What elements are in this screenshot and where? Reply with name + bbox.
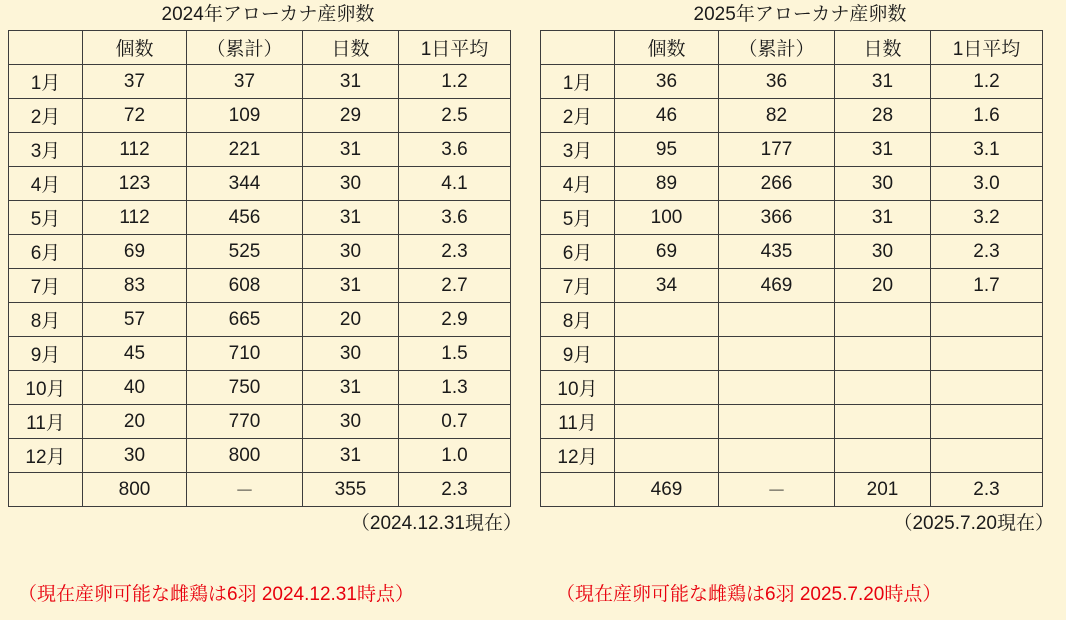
cell-days: 31	[303, 201, 399, 235]
cell-count: 57	[83, 303, 187, 337]
cell-month: 3月	[9, 133, 83, 167]
cell-daily-average: 3.1	[931, 133, 1043, 167]
cell-daily-average: 1.0	[399, 439, 511, 473]
cell-month: 5月	[9, 201, 83, 235]
cell-month: 6月	[9, 235, 83, 269]
cell-daily-average: 1.7	[931, 269, 1043, 303]
cell-days	[835, 371, 931, 405]
cell-count	[615, 405, 719, 439]
cell-count	[615, 303, 719, 337]
total-cell-days: 355	[303, 473, 399, 507]
cell-days: 31	[303, 371, 399, 405]
cell-cumulative: 36	[719, 65, 835, 99]
cell-cumulative: 366	[719, 201, 835, 235]
table-panel-2024	[8, 0, 528, 541]
cell-count	[615, 439, 719, 473]
header-cell-daily-average: 1日平均	[931, 31, 1043, 65]
cell-month: 11月	[541, 405, 615, 439]
cell-count: 34	[615, 269, 719, 303]
table-total-row	[9, 473, 511, 507]
cell-daily-average	[931, 439, 1043, 473]
cell-month: 9月	[9, 337, 83, 371]
total-cell-days: 201	[835, 473, 931, 507]
cell-count: 36	[615, 65, 719, 99]
total-cell-daily-average: 2.3	[931, 473, 1043, 507]
table-row	[9, 405, 511, 439]
cell-month: 7月	[9, 269, 83, 303]
cell-daily-average: 2.3	[931, 235, 1043, 269]
table-row	[541, 167, 1043, 201]
table-row	[541, 371, 1043, 405]
cell-daily-average: 3.0	[931, 167, 1043, 201]
cell-days: 30	[303, 337, 399, 371]
cell-cumulative: 344	[187, 167, 303, 201]
table-row	[541, 65, 1043, 99]
cell-month: 4月	[9, 167, 83, 201]
cell-count: 69	[83, 235, 187, 269]
cell-count: 100	[615, 201, 719, 235]
table-header-row	[9, 31, 511, 65]
hen-count-note-2025: （現在産卵可能な雌鶏は6羽 2025.7.20時点）	[556, 584, 942, 605]
cell-cumulative: 608	[187, 269, 303, 303]
total-cell-label	[9, 473, 83, 507]
cell-days: 20	[835, 269, 931, 303]
table-row	[9, 269, 511, 303]
cell-month: 8月	[9, 303, 83, 337]
cell-month: 2月	[9, 99, 83, 133]
cell-count: 83	[83, 269, 187, 303]
cell-cumulative: 770	[187, 405, 303, 439]
total-cell-count: 469	[615, 473, 719, 507]
cell-cumulative: 109	[187, 99, 303, 133]
total-cell-cumulative: －	[719, 473, 835, 507]
cell-count: 112	[83, 133, 187, 167]
cell-count: 46	[615, 99, 719, 133]
cell-daily-average	[931, 303, 1043, 337]
table-row	[9, 235, 511, 269]
header-cell-month	[541, 31, 615, 65]
table-row	[541, 269, 1043, 303]
cell-month: 10月	[9, 371, 83, 405]
as-of-note-2024: （2024.12.31現在）	[350, 513, 522, 534]
cell-days: 31	[303, 65, 399, 99]
cell-daily-average: 0.7	[399, 405, 511, 439]
cell-count: 123	[83, 167, 187, 201]
total-cell-cumulative: －	[187, 473, 303, 507]
table-row	[9, 439, 511, 473]
cell-month: 8月	[541, 303, 615, 337]
cell-daily-average	[931, 337, 1043, 371]
cell-days: 30	[303, 167, 399, 201]
header-cell-count: 個数	[83, 31, 187, 65]
cell-count: 37	[83, 65, 187, 99]
header-cell-cumulative: （累計）	[187, 31, 303, 65]
header-cell-cumulative: （累計）	[719, 31, 835, 65]
cell-cumulative: 665	[187, 303, 303, 337]
cell-count: 72	[83, 99, 187, 133]
cell-month: 1月	[9, 65, 83, 99]
hen-count-note-2024: （現在産卵可能な雌鶏は6羽 2024.12.31時点）	[18, 584, 414, 605]
egg-table-2025	[540, 30, 1043, 507]
cell-count	[615, 371, 719, 405]
table-row	[541, 235, 1043, 269]
cell-cumulative: 435	[719, 235, 835, 269]
table-row	[541, 99, 1043, 133]
cell-daily-average: 1.3	[399, 371, 511, 405]
cell-cumulative	[719, 371, 835, 405]
cell-month: 4月	[541, 167, 615, 201]
table-row	[541, 303, 1043, 337]
cell-daily-average: 1.5	[399, 337, 511, 371]
cell-cumulative: 266	[719, 167, 835, 201]
table-row	[9, 65, 511, 99]
cell-daily-average: 3.6	[399, 133, 511, 167]
cell-days: 30	[303, 235, 399, 269]
cell-daily-average: 3.6	[399, 201, 511, 235]
cell-month: 5月	[541, 201, 615, 235]
header-cell-daily-average: 1日平均	[399, 31, 511, 65]
cell-cumulative	[719, 405, 835, 439]
cell-count: 30	[83, 439, 187, 473]
cell-days: 31	[303, 439, 399, 473]
cell-days: 30	[303, 405, 399, 439]
total-cell-count: 800	[83, 473, 187, 507]
total-cell-label	[541, 473, 615, 507]
cell-count	[615, 337, 719, 371]
table-row	[9, 167, 511, 201]
cell-daily-average: 1.6	[931, 99, 1043, 133]
cell-month: 3月	[541, 133, 615, 167]
cell-count: 40	[83, 371, 187, 405]
cell-days: 30	[835, 167, 931, 201]
cell-daily-average: 2.7	[399, 269, 511, 303]
cell-days	[835, 303, 931, 337]
cell-cumulative	[719, 303, 835, 337]
cell-count: 95	[615, 133, 719, 167]
cell-cumulative: 177	[719, 133, 835, 167]
cell-month: 9月	[541, 337, 615, 371]
cell-days	[835, 439, 931, 473]
cell-cumulative: 800	[187, 439, 303, 473]
egg-table-2024	[8, 30, 511, 507]
cell-daily-average: 1.2	[931, 65, 1043, 99]
cell-daily-average: 1.2	[399, 65, 511, 99]
cell-cumulative: 525	[187, 235, 303, 269]
cell-days: 31	[835, 65, 931, 99]
cell-month: 1月	[541, 65, 615, 99]
table-row	[541, 405, 1043, 439]
cell-month: 11月	[9, 405, 83, 439]
table-row	[541, 201, 1043, 235]
cell-daily-average: 3.2	[931, 201, 1043, 235]
header-cell-days: 日数	[835, 31, 931, 65]
cell-cumulative: 82	[719, 99, 835, 133]
header-cell-days: 日数	[303, 31, 399, 65]
cell-days: 30	[835, 235, 931, 269]
cell-daily-average	[931, 371, 1043, 405]
cell-daily-average: 4.1	[399, 167, 511, 201]
table-row	[9, 201, 511, 235]
cell-count: 69	[615, 235, 719, 269]
table-title-2025: 2025年アローカナ産卵数	[693, 4, 907, 25]
table-header-row	[541, 31, 1043, 65]
cell-daily-average: 2.3	[399, 235, 511, 269]
cell-count: 20	[83, 405, 187, 439]
cell-daily-average: 2.5	[399, 99, 511, 133]
as-of-note-2025: （2025.7.20現在）	[893, 513, 1054, 534]
cell-days: 20	[303, 303, 399, 337]
table-row	[541, 133, 1043, 167]
table-title-2024: 2024年アローカナ産卵数	[161, 4, 375, 25]
cell-days: 31	[303, 133, 399, 167]
cell-days: 31	[835, 133, 931, 167]
cell-daily-average: 2.9	[399, 303, 511, 337]
cell-days	[835, 405, 931, 439]
cell-daily-average	[931, 405, 1043, 439]
cell-days: 31	[303, 269, 399, 303]
cell-month: 6月	[541, 235, 615, 269]
cell-month: 12月	[541, 439, 615, 473]
cell-days: 28	[835, 99, 931, 133]
cell-cumulative: 710	[187, 337, 303, 371]
cell-count: 112	[83, 201, 187, 235]
table-row	[9, 337, 511, 371]
table-panel-2025	[540, 0, 1060, 541]
cell-month: 7月	[541, 269, 615, 303]
table-row	[9, 371, 511, 405]
cell-cumulative: 221	[187, 133, 303, 167]
table-row	[541, 439, 1043, 473]
header-cell-month	[9, 31, 83, 65]
cell-cumulative: 456	[187, 201, 303, 235]
cell-month: 12月	[9, 439, 83, 473]
cell-days	[835, 337, 931, 371]
total-cell-daily-average: 2.3	[399, 473, 511, 507]
table-row	[9, 133, 511, 167]
cell-cumulative	[719, 337, 835, 371]
cell-cumulative	[719, 439, 835, 473]
table-row	[9, 303, 511, 337]
header-cell-count: 個数	[615, 31, 719, 65]
table-total-row	[541, 473, 1043, 507]
cell-month: 2月	[541, 99, 615, 133]
table-row	[9, 99, 511, 133]
cell-cumulative: 750	[187, 371, 303, 405]
cell-month: 10月	[541, 371, 615, 405]
cell-count: 89	[615, 167, 719, 201]
cell-count: 45	[83, 337, 187, 371]
cell-days: 31	[835, 201, 931, 235]
cell-cumulative: 469	[719, 269, 835, 303]
cell-cumulative: 37	[187, 65, 303, 99]
cell-days: 29	[303, 99, 399, 133]
table-row	[541, 337, 1043, 371]
